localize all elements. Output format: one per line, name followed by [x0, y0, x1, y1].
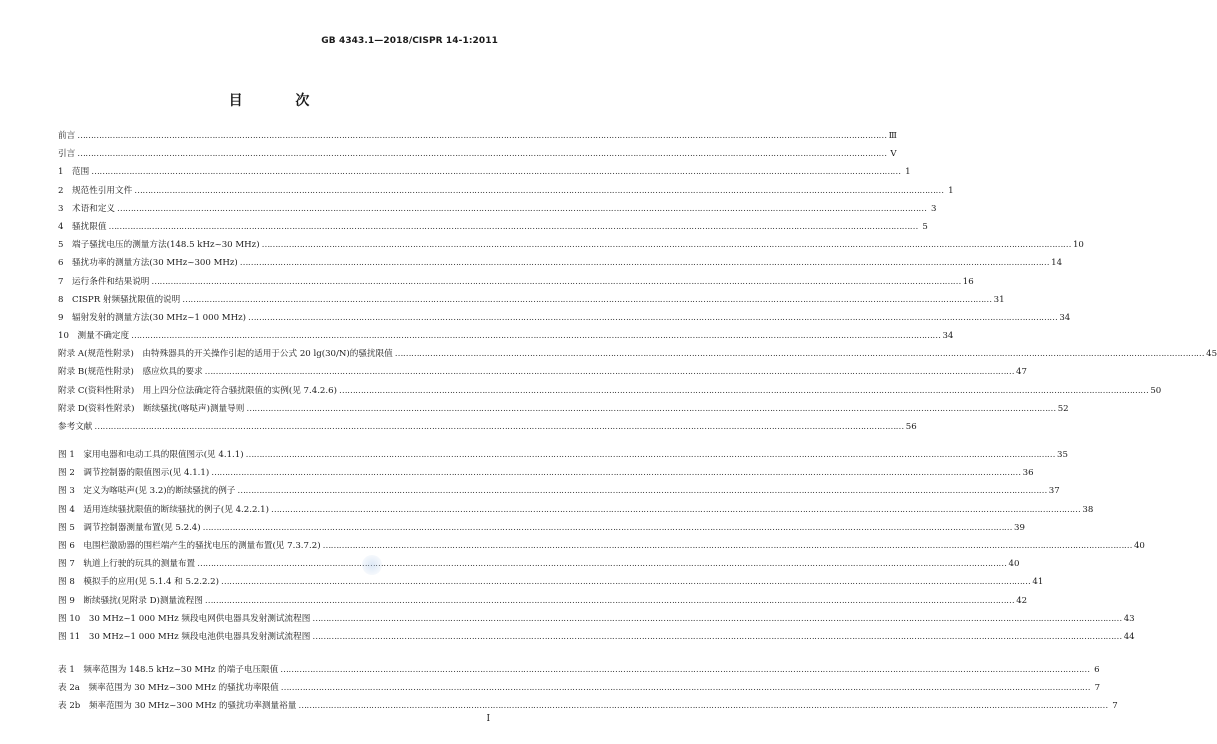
- toc-entry-page: 37: [1048, 486, 1060, 497]
- toc-entry-label: 图 11 30 MHz~1 000 MHz 频段电池供电器具发射测试流程图: [58, 631, 311, 642]
- toc-entry[interactable]: [58, 309, 1071, 327]
- toc-leader-dots: [203, 519, 1012, 537]
- watermark-mark: [362, 555, 382, 575]
- toc-entry-label: 2 规范性引用文件: [58, 185, 133, 196]
- toc-entry-label: 表 2b 频率范围为 30 MHz~300 MHz 的骚扰功率测量裕量: [58, 701, 297, 712]
- toc-entry-page: 44: [1123, 631, 1135, 642]
- toc-entry-page: 16: [962, 276, 974, 287]
- toc-leader-dots: [77, 127, 886, 145]
- toc-leader-dots: [240, 254, 1049, 272]
- toc-entry-label: 图 4 适用连续骚扰限值的断续骚扰的例子(见 4.2.2.1): [58, 504, 269, 515]
- toc-entry-label: 6 骚扰功率的测量方法(30 MHz~300 MHz): [58, 258, 238, 269]
- toc-leader-dots: [280, 661, 1089, 679]
- toc-section-tables: [58, 661, 1118, 716]
- toc-entry[interactable]: [58, 573, 1044, 591]
- toc-entry-page: 43: [1123, 613, 1135, 624]
- toc-entry[interactable]: [58, 145, 897, 163]
- toc-leader-dots: [248, 309, 1057, 327]
- toc-entry[interactable]: [58, 555, 1020, 573]
- toc-entry[interactable]: [58, 418, 917, 436]
- toc-entry[interactable]: [58, 163, 911, 181]
- toc-entry[interactable]: [58, 610, 1135, 628]
- toc-leader-dots: [339, 382, 1148, 400]
- toc-entry-label: 1 范围: [58, 167, 90, 178]
- toc-entry[interactable]: [58, 236, 1084, 254]
- toc-entry-page: 7: [1094, 683, 1101, 694]
- toc-entry-page: 31: [993, 294, 1005, 305]
- toc-leader-dots: [323, 537, 1132, 555]
- toc-entry[interactable]: [58, 628, 1135, 646]
- toc-entry-page: 1: [905, 167, 911, 178]
- toc-leader-dots: [262, 236, 1071, 254]
- toc-entry-page: 5: [922, 221, 928, 232]
- toc-leader-dots: [312, 610, 1121, 628]
- toc-section-figures: [58, 446, 1145, 646]
- toc-leader-dots: [395, 345, 1204, 363]
- toc-leader-dots: [205, 363, 1014, 381]
- toc-entry[interactable]: [58, 291, 1005, 309]
- toc-entry[interactable]: [58, 254, 1063, 272]
- toc-entry[interactable]: [58, 697, 1118, 715]
- toc-entry[interactable]: [58, 519, 1025, 537]
- toc-entry-label: 前言: [58, 131, 76, 141]
- toc-entry-label: 表 1 频率范围为 148.5 kHz~30 MHz 的端子电压限值: [58, 665, 279, 675]
- toc-entry-page: 36: [1022, 468, 1034, 479]
- toc-entry-label: 图 1 家用电器和电动工具的限值图示(见 4.1.1): [58, 450, 244, 460]
- toc-entry[interactable]: [58, 501, 1094, 519]
- toc-entry-page: 40: [1133, 540, 1145, 551]
- toc-leader-dots: [151, 273, 960, 291]
- toc-entry[interactable]: [58, 200, 937, 218]
- toc-entry-label: 引言: [58, 149, 76, 160]
- toc-leader-dots: [281, 679, 1090, 697]
- toc-leader-dots: [211, 464, 1020, 482]
- toc-entry-label: 附录 B(规范性附录) 感应炊具的要求: [58, 367, 203, 378]
- toc-leader-dots: [237, 482, 1046, 500]
- toc-leader-dots: [134, 182, 943, 200]
- toc-entry-page: 39: [1014, 522, 1025, 533]
- toc-entry-page: 14: [1051, 258, 1063, 269]
- toc-entry[interactable]: [58, 592, 1028, 610]
- toc-leader-dots: [221, 573, 1030, 591]
- toc-entry-page: 38: [1082, 504, 1094, 515]
- toc-section-main: [58, 127, 1217, 436]
- toc-entry-label: 图 2 调节控制器的限值图示(见 4.1.1): [58, 468, 210, 479]
- toc-entry[interactable]: [58, 327, 954, 345]
- toc-leader-dots: [312, 628, 1121, 646]
- toc-entry-page: 10: [1072, 240, 1084, 251]
- toc-entry[interactable]: [58, 679, 1101, 697]
- toc-entry-label: 4 骚扰限值: [58, 221, 107, 232]
- toc-entry[interactable]: [58, 400, 1069, 418]
- toc-leader-dots: [91, 163, 900, 181]
- toc-leader-dots: [246, 446, 1055, 464]
- toc-entry-label: 5 端子骚扰电压的测量方法(148.5 kHz~30 MHz): [58, 240, 260, 251]
- toc-entry-label: 3 术语和定义: [58, 203, 116, 214]
- toc-entry[interactable]: [58, 382, 1162, 400]
- toc-leader-dots: [77, 145, 886, 163]
- toc-entry-page: 42: [1016, 595, 1028, 606]
- toc-leader-dots: [298, 697, 1107, 715]
- toc-entry-page: 34: [1059, 312, 1071, 323]
- toc-entry[interactable]: [58, 482, 1060, 500]
- toc-entry-page: Ⅴ: [890, 149, 897, 160]
- toc-entry-label: 图 7 轨道上行驶的玩具的测量布置: [58, 559, 196, 570]
- standard-code: GB 4343.1—2018/CISPR 14-1:2011: [321, 36, 498, 46]
- toc-leader-dots: [117, 200, 926, 218]
- toc-leader-dots: [197, 555, 1006, 573]
- toc-entry-page: 1: [948, 185, 954, 196]
- toc-entry-page: 6: [1094, 665, 1100, 675]
- toc-entry-page: 3: [930, 203, 937, 214]
- toc-entry-page: 50: [1150, 385, 1162, 396]
- footer-page-number: Ⅰ: [486, 714, 490, 724]
- toc-leader-dots: [246, 400, 1055, 418]
- toc-entry-label: 参考文献: [58, 422, 93, 432]
- toc-entry-label: 图 5 调节控制器测量布置(见 5.2.4): [58, 522, 201, 533]
- toc-entry-label: 9 辐射发射的测量方法(30 MHz~1 000 MHz): [58, 312, 246, 323]
- toc-entry-page: Ⅲ: [888, 131, 897, 141]
- toc-entry-label: 7 运行条件和结果说明: [58, 276, 150, 287]
- toc-entry[interactable]: [58, 345, 1217, 363]
- toc-entry[interactable]: [58, 363, 1027, 381]
- toc-entry[interactable]: [58, 273, 974, 291]
- toc-entry-label: 附录 C(资料性附录) 用上四分位法确定符合骚扰限值的实例(见 7.4.2.6): [58, 385, 337, 396]
- toc-entry[interactable]: [58, 446, 1068, 464]
- toc-entry[interactable]: [58, 464, 1034, 482]
- toc-entry-label: 附录 D(资料性附录) 断续骚扰(喀哒声)测量导则: [58, 403, 245, 414]
- toc-entry-page: 40: [1008, 559, 1020, 570]
- toc-entry-page: 56: [905, 422, 917, 432]
- toc-entry-page: 47: [1016, 367, 1027, 378]
- toc-entry-label: 图 6 电围栏激励器的围栏端产生的骚扰电压的测量布置(见 7.3.7.2): [58, 540, 321, 551]
- toc-entry-page: 52: [1057, 403, 1069, 414]
- toc-entry-label: 10 测量不确定度: [58, 331, 130, 342]
- toc-entry-page: 34: [942, 331, 954, 342]
- toc-entry-label: 表 2a 频率范围为 30 MHz~300 MHz 的骚扰功率限值: [58, 683, 279, 694]
- toc-entry-label: 8 CISPR 射频骚扰限值的说明: [58, 294, 181, 305]
- toc-entry[interactable]: [58, 127, 897, 145]
- toc-leader-dots: [131, 327, 940, 345]
- toc-entry-label: 附录 A(规范性附录) 由特殊器具的开关操作引起的适用于公式 20 lg(30/N)的骚扰限值: [58, 349, 393, 360]
- toc-entry-label: 图 10 30 MHz~1 000 MHz 频段电网供电器具发射测试流程图: [58, 613, 311, 624]
- toc-entry[interactable]: [58, 661, 1100, 679]
- toc-leader-dots: [182, 291, 991, 309]
- toc-entry-page: 7: [1112, 701, 1118, 712]
- toc-leader-dots: [108, 218, 917, 236]
- toc-leader-dots: [271, 501, 1080, 519]
- toc-entry-page: 35: [1056, 450, 1068, 460]
- toc-entry-page: 41: [1032, 577, 1044, 588]
- toc-leader-dots: [205, 592, 1014, 610]
- page-title: 目 次: [228, 93, 334, 109]
- toc-entry[interactable]: [58, 182, 954, 200]
- toc-entry-label: 图 9 断续骚扰(见附录 D)测量流程图: [58, 595, 203, 606]
- toc-entry-label: 图 8 模拟手的应用(见 5.1.4 和 5.2.2.2): [58, 577, 219, 588]
- toc-entry-label: 图 3 定义为喀哒声(见 3.2)的断续骚扰的例子: [58, 486, 236, 497]
- toc-entry[interactable]: [58, 537, 1145, 555]
- toc-leader-dots: [94, 418, 903, 436]
- toc-entry[interactable]: [58, 218, 928, 236]
- toc-entry-page: 45: [1206, 349, 1217, 360]
